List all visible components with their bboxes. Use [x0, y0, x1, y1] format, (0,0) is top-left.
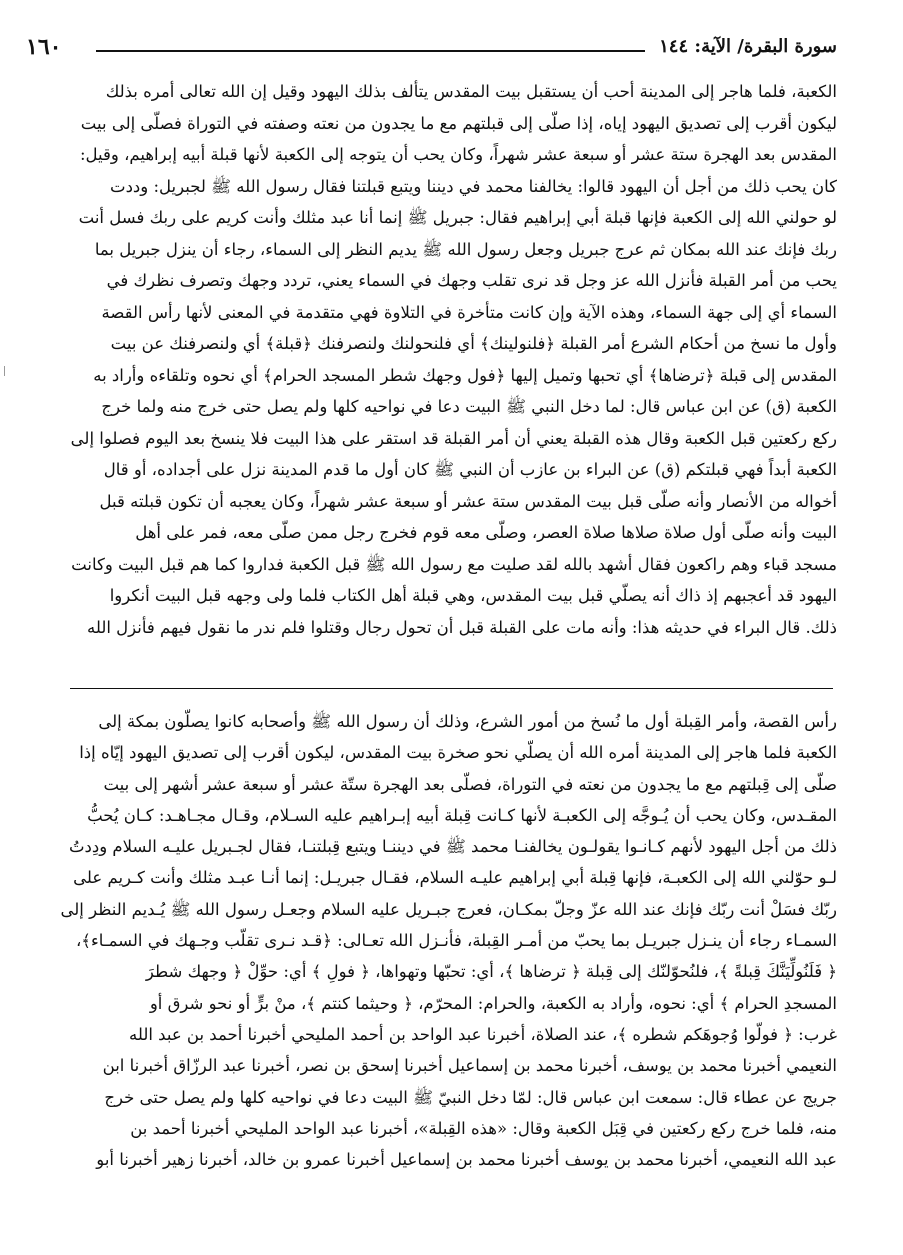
main-text-line: البيت وأنه صلّى أول صلاة صلاها صلاة العصر، وصلّى معه قوم فخرج رجل ممن صلّى معه، فمر على أهل: [135, 523, 837, 542]
main-text-line: الكعبة أبداً فهي قبلتكم (ق) عن البراء بن عازب أن النبي ﷺ كان أول ما قدم المدينة نزل على أجداده، أو قال: [103, 460, 837, 479]
main-text-line: لو حولني الله إلى الكعبة فإنها قبلة أبي إبراهيم فقال: جبريل ﷺ إنما أنا عبد مثلك وأنت كريم على ربك فسل أنت: [78, 208, 837, 227]
commentary-line: النعيمي أخبرنا محمد بن يوسف، أخبرنا محمد بن إسماعيل أخبرنا إسحق بن نصر، أخبرنا عبد الرزّاق أخبرنا ابن: [102, 1056, 837, 1076]
main-text-line: أخواله من الأنصار وأنه صلّى قبل بيت المقدس ستة عشر أو سبعة عشر شهراً، وكان يعجبه أن تكون قبلته قبل: [99, 491, 837, 511]
main-text-line: وأول ما نسخ من أحكام الشرع أمر القبلة ﴿فلنولينك﴾ أي فلنحولنك ولنصرفنك ﴿قبلة﴾ أي ولنصرفنك عن بيت: [110, 334, 837, 353]
commentary-line: رأس القصة، وأمر القِبلة أول ما نُسخ من أمور الشرع، وذلك أن رسول الله ﷺ وأصحابه كانوا يصلّون بمكة إلى: [98, 712, 837, 731]
commentary-line: جريج عن عطاء قال: سمعت ابن عباس قال: لمّا دخل النبيّ ﷺ البيت دعا في نواحيه كلها ولم يصل حتى خرج: [104, 1087, 837, 1107]
main-text-line: يحب من أمر القبلة فأنزل الله عز وجل قد نرى تقلب وجهك في السماء يعني، تردد وجهك وتصرف نظرك في: [106, 271, 837, 290]
main-text-line: كان يحب ذلك من أجل أن اليهود قالوا: يخالفنا محمد في ديننا ويتبع قبلتنا فقال رسول الله ﷺ لجبريل: وددت: [110, 176, 837, 196]
commentary-line: منه، فلما خرج ركع ركعتين في قِبَل الكعبة وقال: «هذه القِبلة»، أخبرنا عبد الواحد المليحي أخبرنا أحمد بن: [130, 1118, 837, 1138]
main-text-line: اليهود قد أعجبهم إذ ذاك أنه يصلّي قبل بيت المقدس، وهي قبلة أهل الكتاب فلما ولى وجهه قبل البيت أنكروا: [109, 586, 837, 605]
page-number: ١٦٠: [26, 34, 62, 60]
main-text-line: المقدس بعد الهجرة ستة عشر أو سبعة عشر شهراً، وكان يحب أن يتوجه إلى الكعبة لأنها قبلة أبيه إبراهيم، وقيل:: [79, 145, 837, 164]
main-text: [34, 76, 837, 643]
commentary-line: صلّى إلى قِبلتهم مع ما يجدون من نعته في التوراة، فصلّى بعد الهجرة ستّة عشر أو سبعة عشر أشهر إلى بيت: [103, 774, 837, 794]
main-text-line: مسجد قباء وهم راكعون فقال أشهد بالله لقد صليت مع رسول الله ﷺ قبل الكعبة فداروا كما هم قبل البيت وكانت: [71, 554, 837, 574]
commentary-text: [34, 706, 837, 1175]
commentary-line: الكعبة فلما هاجر إلى المدينة أمره الله أن يصلّي نحو صخرة بيت المقدس، ليكون أقرب إلى تصديق اليهود إيّاه إذا: [79, 743, 837, 763]
main-text-line: ليكون أقرب إلى تصديق اليهود إياه، إذا صلّى إلى قبلتهم مع ما يجدون من نعته وصفته في التوراة فصلّى إلى بيت: [80, 113, 837, 133]
commentary-line: المسجدِ الحرام ﴾ أي: نحوه، وأراد به الكعبة، والحرام: المحرّم، ﴿ وحيثما كنتم ﴾، منْ برٍّ أو نحو شرق أو: [149, 993, 837, 1013]
commentary-line: لـو حوّلني الله إلى الكعبـة، فإنها قِبلة أبي إبراهيم عليـه السلام، فقـال جبريـل: إنما أنـا عبـد مثلك وأنت كـريم على: [73, 868, 837, 888]
section-divider: [70, 688, 833, 689]
commentary-line: المقـدس، وكان يحب أن يُـوجَّه إلى الكعبـة لأنها كـانت قِبلة أبيه إبـراهيم عليه السـلام، وقـال مجـاهـد: كـان يُحبُّ: [87, 805, 837, 825]
commentary-line: ذلك من أجل اليهود لأنهم كـانـوا يقولـون يخالفنـا محمد ﷺ في ديننـا ويتبع قِبلتنـا، فقال لجـبريل عليـه السلام ودِدتُ: [68, 837, 837, 857]
main-text-line: السماء أي إلى جهة السماء، وهذه الآية وإن كانت متأخرة في التلاوة فهي متقدمة في المعنى لأنها رأس القصة: [101, 302, 837, 322]
commentary-line: غرب: ﴿ فولّوا وُجوهَكم شطره ﴾، عند الصلاة، أخبرنا عبد الواحد بن أحمد المليحي أخبرنا أحمد بن عبد الله: [129, 1024, 837, 1044]
commentary-line: ﴿ فَلَنُولِّيَنَّكَ قِبلةً ﴾، فلنُحوّلنّك إلى قِبلة ﴿ ترضاها ﴾، أي: تحبّها وتهواها، ﴿ فولِ ﴾ أي: حوِّلْ ﴿ وجهك شطرَ: [145, 962, 837, 982]
margin-mark: [4, 366, 11, 376]
commentary-line: السمـاء رجاء أن ينـزل جبريـل بما يحبّ من أمـر القِبلة، فأنـزل الله تعـالى: ﴿قـد نـرى تقلّب وجـهك في السمـاء﴾،: [75, 931, 837, 951]
header-rule: [96, 50, 645, 52]
running-title: سورة البقرة/ الآية: ١٤٤: [659, 36, 837, 57]
main-text-line: المقدس إلى قبلة ﴿ترضاها﴾ أي تحبها وتميل إليها ﴿فول وجهك شطر المسجد الحرام﴾ أي نحوه وتلقاءه وأراد به: [93, 365, 837, 385]
main-text-line: الكعبة (ق) عن ابن عباس قال: لما دخل النبي ﷺ البيت دعا في نواحيه كلها ولم يصل حتى خرج منه ولما خرج: [101, 397, 837, 416]
main-text-line: ركع ركعتين قبل الكعبة وقال هذه القبلة يعني أن أمر القبلة قد استقر على هذا البيت فلا ينسخ بعد اليوم فصلوا إلى: [70, 428, 837, 448]
commentary-line: عبد الله النعيمي، أخبرنا محمد بن يوسف أخبرنا محمد بن إسماعيل أخبرنا عمرو بن خالد، أخبرنا زهير أخبرنا أبو: [96, 1150, 837, 1170]
main-text-line: ذلك. قال البراء في حديثه هذا: وأنه مات على القبلة قبل أن تحول رجال وقتلوا فلم ندر ما نقول فيهم فأنزل الله: [87, 617, 837, 637]
main-text-line: ربك فإنك عند الله بمكان ثم عرج جبريل وجعل رسول الله ﷺ يديم النظر إلى السماء، رجاء أن ينزل جبريل بما: [94, 239, 837, 259]
commentary-line: ربّك فسَلْ أنت ربّك فإنك عند الله عزّ وجلّ بمكـان، فعرج جبـريل عليه السلام وجعـل رسول الله ﷺ يُـديم النظر إلى: [60, 899, 837, 919]
main-text-line: الكعبة، فلما هاجر إلى المدينة أحب أن يستقبل بيت المقدس يتألف بذلك اليهود وقيل إن الله تعالى أمره بذلك: [105, 82, 837, 101]
page-header: [26, 28, 837, 64]
